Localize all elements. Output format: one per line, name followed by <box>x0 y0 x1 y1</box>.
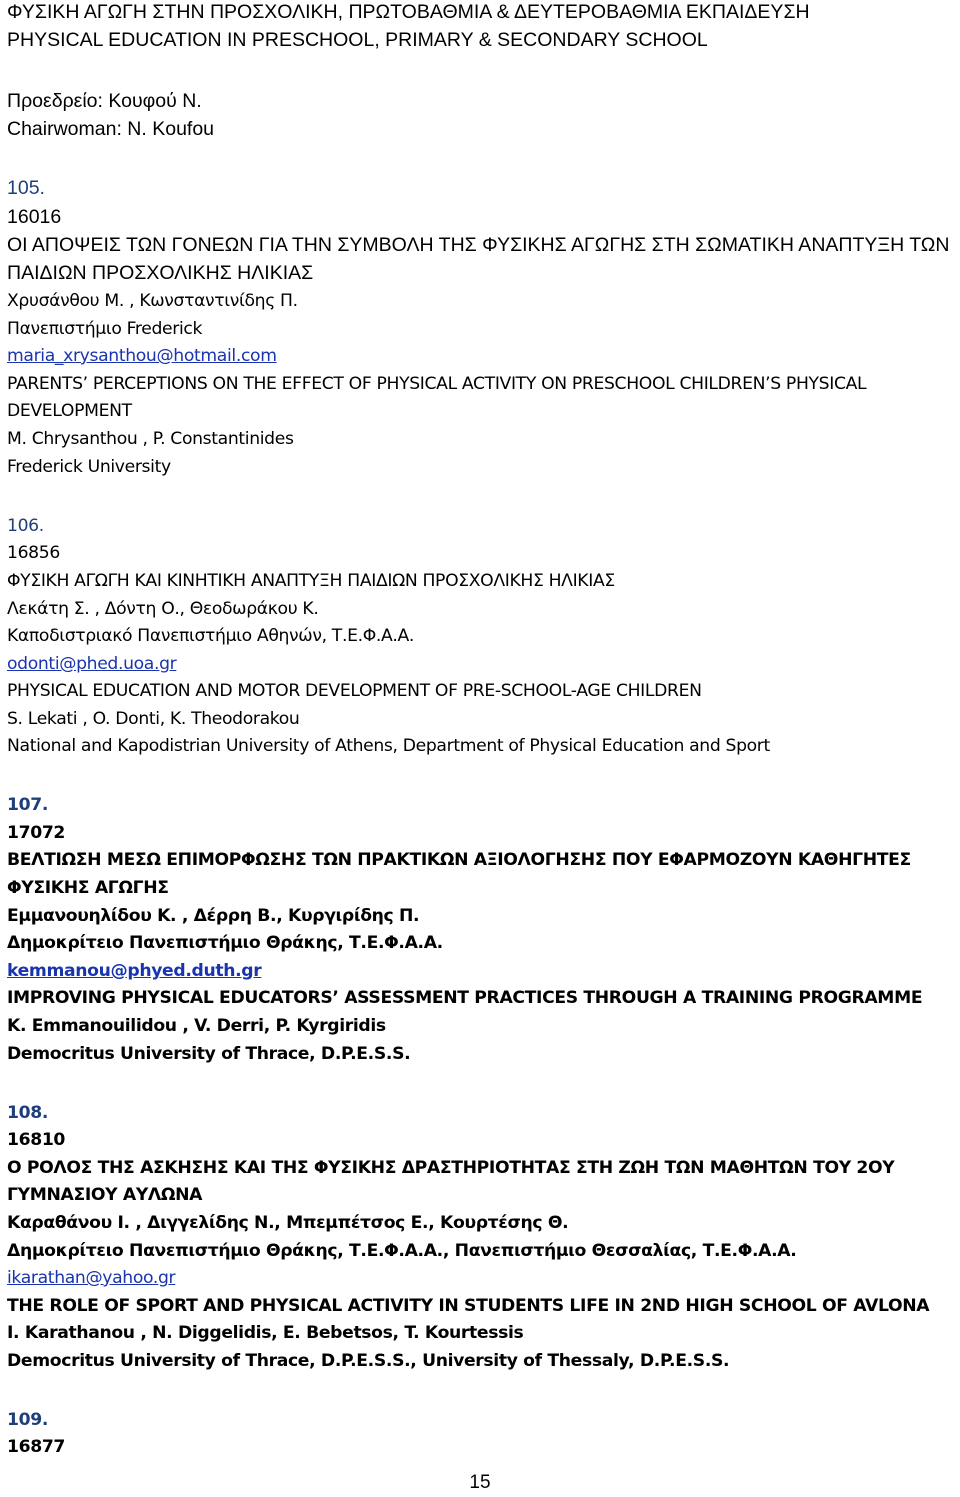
entry-affiliation-greek: Δημοκρίτειο Πανεπιστήμιο Θράκης, Τ.Ε.Φ.Α.Α., Πανεπιστήμιο Θεσσαλίας, Τ.Ε.Φ.Α.Α. <box>7 1241 797 1261</box>
entry-email-link[interactable]: ikarathan@yahoo.gr <box>7 1268 176 1288</box>
entry-authors-greek: Χρυσάνθου Μ. , Κωνσταντινίδης Π. <box>7 291 298 311</box>
entry-authors-english: I. Karathanou , N. Diggelidis, E. Bebetsos, T. Kourtessis <box>7 1323 524 1343</box>
entry-title-greek: Ο ΡΟΛΟΣ ΤΗΣ ΑΣΚΗΣΗΣ ΚΑΙ ΤΗΣ ΦΥΣΙΚΗΣ ΔΡΑΣΤΗΡΙΟΤΗΤΑΣ ΣΤΗ ΖΩΗ ΤΩΝ ΜΑΘΗΤΩΝ ΤΟΥ 2ΟΥ <box>7 1158 895 1178</box>
entry-authors-english: S. Lekati , O. Donti, K. Theodorakou <box>7 709 300 729</box>
entry-authors-greek: Εμμανουηλίδου Κ. , Δέρρη Β., Κυργιρίδης Π. <box>7 906 420 926</box>
entry-affiliation-english: National and Kapodistrian University of Athens, Department of Physical Education and Sport <box>7 736 770 756</box>
entry-number: 105. <box>7 177 45 199</box>
entry-affiliation-english: Frederick University <box>7 457 171 477</box>
entry-title-greek: ΦΥΣΙΚΗ ΑΓΩΓΗ ΚΑΙ ΚΙΝΗΤΙΚΗ ΑΝΑΠΤΥΞΗ ΠΑΙΔΙΩΝ ΠΡΟΣΧΟΛΙΚΗΣ ΗΛΙΚΙΑΣ <box>7 571 615 591</box>
entry-title-greek-cont: ΦΥΣΙΚΗΣ ΑΓΩΓΗΣ <box>7 878 169 898</box>
entry-title-english: IMPROVING PHYSICAL EDUCATORS’ ASSESSMENT PRACTICES THROUGH A TRAINING PROGRAMME <box>7 988 923 1008</box>
entry-title-greek: ΟΙ ΑΠΟΨΕΙΣ ΤΩΝ ΓΟΝΕΩΝ ΓΙΑ ΤΗΝ ΣΥΜΒΟΛΗ ΤΗΣ ΦΥΣΙΚΗΣ ΑΓΩΓΗΣ ΣΤΗ ΣΩΜΑΤΙΚΗ ΑΝΑΠΤΥΞΗ ΤΩΝ <box>7 234 950 256</box>
entry-id: 17072 <box>7 823 66 843</box>
entry-title-english: PHYSICAL EDUCATION AND MOTOR DEVELOPMENT OF PRE-SCHOOL-AGE CHILDREN <box>7 681 702 701</box>
entry-affiliation-english: Democritus University of Thrace, D.P.E.S.S., University of Thessaly, D.P.E.S.S. <box>7 1351 730 1371</box>
entry-id: 16856 <box>7 543 60 563</box>
entry-title-greek-cont: ΓΥΜΝΑΣΙΟΥ ΑΥΛΩΝΑ <box>7 1185 203 1205</box>
entry-email-link[interactable]: odonti@phed.uoa.gr <box>7 654 177 674</box>
entry-number: 108. <box>7 1103 49 1123</box>
entry-email-link[interactable]: maria_xrysanthou@hotmail.com <box>7 346 277 366</box>
entry-authors-english: M. Chrysanthou , P. Constantinides <box>7 429 294 449</box>
entry-number: 107. <box>7 795 49 815</box>
entry-affiliation-greek: Πανεπιστήμιο Frederick <box>7 319 203 339</box>
section-title-english: PHYSICAL EDUCATION IN PRESCHOOL, PRIMARY & SECONDARY SCHOOL <box>7 29 708 51</box>
section-title-greek: ΦΥΣΙΚΗ ΑΓΩΓΗ ΣΤΗΝ ΠΡΟΣΧΟΛΙΚΗ, ΠΡΩΤΟΒΑΘΜΙΑ & ΔΕΥΤΕΡΟΒΑΘΜΙΑ ΕΚΠΑΙΔΕΥΣΗ <box>7 1 810 23</box>
entry-email-link[interactable]: kemmanou@phyed.duth.gr <box>7 961 262 981</box>
entry-title-english-cont: DEVELOPMENT <box>7 401 132 421</box>
entry-number: 106. <box>7 516 44 536</box>
entry-authors-english: K. Emmanouilidou , V. Derri, P. Kyrgiridis <box>7 1016 386 1036</box>
page-number: 15 <box>469 1472 491 1493</box>
entry-number: 109. <box>7 1410 49 1430</box>
entry-authors-greek: Λεκάτη Σ. , Δόντη Ο., Θεοδωράκου Κ. <box>7 599 319 619</box>
entry-affiliation-english: Democritus University of Thrace, D.P.E.S.S. <box>7 1044 411 1064</box>
entry-title-greek: ΒΕΛΤΙΩΣΗ ΜΕΣΩ ΕΠΙΜΟΡΦΩΣΗΣ ΤΩΝ ΠΡΑΚΤΙΚΩΝ ΑΞΙΟΛΟΓΗΣΗΣ ΠΟΥ ΕΦΑΡΜΟΖΟΥΝ ΚΑΘΗΓΗΤΕΣ <box>7 850 911 870</box>
entry-title-greek-cont: ΠΑΙΔΙΩΝ ΠΡΟΣΧΟΛΙΚΗΣ ΗΛΙΚΙΑΣ <box>7 262 314 284</box>
entry-title-english: THE ROLE OF SPORT AND PHYSICAL ACTIVITY IN STUDENTS LIFE IN 2ND HIGH SCHOOL OF AVLONA <box>7 1296 930 1316</box>
entry-title-english: PARENTS’ PERCEPTIONS ON THE EFFECT OF PHYSICAL ACTIVITY ON PRESCHOOL CHILDREN’S PHYSICAL <box>7 374 867 394</box>
entry-id: 16810 <box>7 1130 66 1150</box>
entry-id: 16877 <box>7 1437 66 1457</box>
entry-affiliation-greek: Δημοκρίτειο Πανεπιστήμιο Θράκης, Τ.Ε.Φ.Α.Α. <box>7 933 443 953</box>
chair-greek: Προεδρείο: Κουφού Ν. <box>7 90 202 112</box>
entry-affiliation-greek: Καποδιστριακό Πανεπιστήμιο Αθηνών, Τ.Ε.Φ.Α.Α. <box>7 626 415 646</box>
chair-english: Chairwoman: N. Koufou <box>7 118 215 140</box>
entry-authors-greek: Καραθάνου Ι. , Διγγελίδης Ν., Μπεμπέτσος Ε., Κουρτέσης Θ. <box>7 1213 569 1233</box>
entry-id: 16016 <box>7 206 62 228</box>
